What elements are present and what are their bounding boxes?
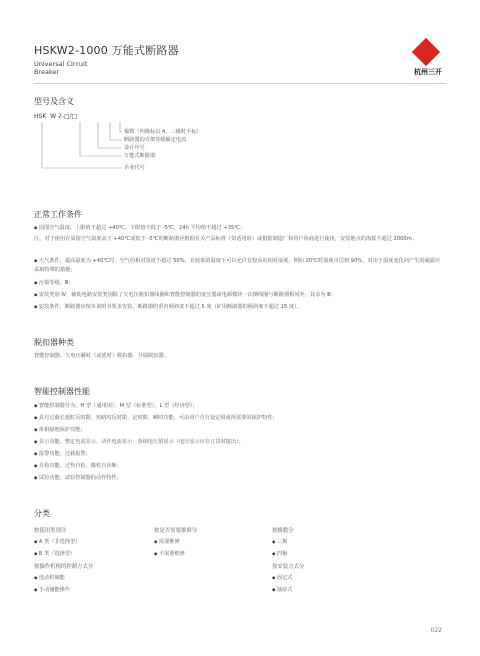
section-heading-controller: 智能控制器性能 xyxy=(34,387,90,396)
class-col3-item-1: ◆ 三极 xyxy=(272,538,287,547)
class-col1-item-2: ◆ B 类（选择型） xyxy=(34,550,75,559)
model-legend-4: 万能式断路器 xyxy=(124,153,156,159)
normal-item-5: ◆ 安装类别 Ⅳ，辅助电路安装类别除了欠电压脱扣器线圈和智能控制器的变压器或电源模块一次侧线圈与断路器相同外，其余为 Ⅲ； xyxy=(34,291,444,300)
normal-item-6: ◆ 安装条件，断路器应按本说明书要求安装，断路器的垂直倾斜度不超过 5 度（矿用断路器的倾斜度不超过 15 度）。 xyxy=(34,303,444,312)
class-col2-item-1: ◆ 需要维修 xyxy=(154,538,180,547)
logo-mark-icon xyxy=(412,38,440,66)
class-col1b-item-1: ◆ 电动机储能 xyxy=(34,574,65,583)
normal-item-4: ◆ 污染等级，Ⅲ； xyxy=(34,279,444,288)
model-code: HSK W 2-□/□ xyxy=(34,113,78,120)
class-col3b-item-1: ◆ 固定式 xyxy=(272,574,292,583)
normal-note: 注，对于使用在周围空气温度高于 +40℃或低于 -5℃的断路器应根据有关产品标准（如适用时）或根据制造厂和用户协商进行使用，安装地点的海拔不超过 2000m； xyxy=(34,236,417,242)
normal-item-1: ◆ 周围空气温度，上限值不超过 +40℃，下限值不低于 -5℃，24h 平均值不超过 +35℃； xyxy=(34,224,444,233)
subtitle-en-1: Universal Circuit xyxy=(34,60,88,68)
class-col1-item-1: ◆ A 类（非选择型） xyxy=(34,538,80,547)
model-legend-2: 断路器的壳架等级额定电流 xyxy=(124,137,187,143)
page-title: HSKW2-1000 万能式断路器 xyxy=(34,44,179,57)
class-col3b-title: 按安装方式分 xyxy=(272,564,305,570)
section-heading-release: 脱扣器种类 xyxy=(34,338,74,347)
class-col1-title: 按使用类别分 xyxy=(34,528,67,534)
brand-logo xyxy=(408,42,444,82)
section-heading-normal: 正常工作条件 xyxy=(34,210,82,219)
controller-item-2: ◆ 具有过载长延时反时限、短路时反时限、定时限、瞬时功能，可由用户自行设定组成所需要的保护特性； xyxy=(34,414,278,423)
class-col3-title: 按极数分 xyxy=(272,528,294,534)
model-legend-5: 企业代号 xyxy=(124,165,145,171)
subtitle-en-2: Breaker xyxy=(34,68,60,76)
class-col3-item-2: ◆ 四极 xyxy=(272,550,287,559)
section-heading-model: 型号及含义 xyxy=(34,97,74,106)
normal-item-3: ◆ 大气条件，最高温度为 +40℃时，空气的相对湿度不超过 50%，在较低的温度下可以允许有较高的相对湿度，例如 20℃时湿度可达到 90%，对由于温度变化而产生的凝露应采取特殊的措施； xyxy=(34,257,444,274)
controller-item-7: ◆ 试验功能，试验控制器的动作特性。 xyxy=(34,474,122,483)
section-heading-classification: 分类 xyxy=(34,509,50,518)
page-number: 022 xyxy=(430,627,442,634)
release-text: 智能控制器、欠电压瞬时（或延时）脱扣器、分励脱扣器。 xyxy=(34,353,169,359)
controller-item-1: ◆ 智能控制器分为，H 型（通讯用）、M 型（标准型）、L 型（经济型）； xyxy=(34,402,198,411)
model-diagram-lines xyxy=(36,120,126,178)
controller-item-6: ◆ 自检功能，过热自检、微机自诊断； xyxy=(34,462,122,471)
model-legend-3: 设计序号 xyxy=(124,145,145,151)
class-col2-item-2: ◆ 不需要维修 xyxy=(154,550,185,559)
header-divider xyxy=(34,83,446,84)
controller-item-5: ◆ 报警功能，过载报警； xyxy=(34,450,91,459)
class-col1b-title: 按操作机构的控制方式分 xyxy=(34,564,94,570)
class-col3b-item-2: ◆ 抽屉式 xyxy=(272,586,292,595)
class-col2-title: 按是否需要维修分 xyxy=(154,528,198,534)
controller-item-3: ◆ 单相接地保护功能； xyxy=(34,426,86,435)
brand-name: 杭州三开 xyxy=(414,68,442,76)
class-col1b-item-2: ◆ 手动储能操作 xyxy=(34,586,70,595)
controller-item-4: ◆ 显示功能，整定电流显示、动作电流显示、各相电压值显示（电压显示应在订货时提出）； xyxy=(34,438,244,447)
model-legend-1: 极数（四极标以 4，三极时不标） xyxy=(124,129,202,135)
